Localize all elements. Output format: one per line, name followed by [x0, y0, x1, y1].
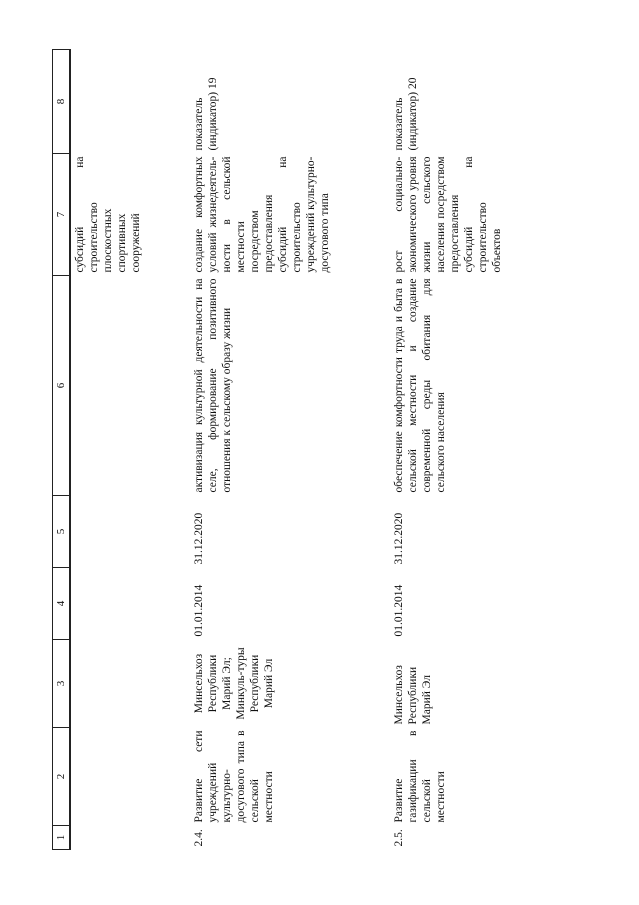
- cell-end-date: [70, 496, 190, 568]
- cell-result: [70, 276, 190, 496]
- header-row: [53, 50, 71, 850]
- activities-table: [52, 49, 550, 850]
- col-header-5: 5: [53, 496, 71, 568]
- cell-number: 2.4.: [193, 829, 205, 847]
- cell-start-date: 01.01.2014: [193, 584, 205, 637]
- col-header-8: 8: [53, 50, 71, 154]
- cell-result: активизация культурной деятельности на селе, формирование позитивного отношения к сельскому образу жизни: [193, 278, 233, 493]
- table-row: [70, 50, 190, 850]
- cell-consequences: рост социально-экономического уровня жизни сельского населения посредством предоставления субсидий на строительство объектов: [393, 156, 503, 273]
- cell-name: Развитие сети учреждений культурно-досугового типа в сельской местности: [193, 730, 275, 823]
- col-header-3: 3: [53, 640, 71, 728]
- cell-start-date: 01.01.2014: [393, 584, 405, 637]
- cell-end-date: 31.12.2020: [393, 512, 405, 565]
- cell-indicator: показатель (индикатор) 20: [393, 77, 419, 151]
- cell-number: 2.5.: [393, 829, 405, 847]
- cell-name: [70, 728, 190, 826]
- cell-end-date: 31.12.2020: [193, 512, 205, 565]
- col-header-1: 1: [53, 826, 71, 850]
- cell-indicator: [70, 50, 190, 154]
- cell-executor: Минсельхоз Республики Марий Эл; Минкуль-туры Республики Марий Эл: [193, 647, 275, 720]
- rotated-table-wrapper: [52, 50, 572, 850]
- cell-executor: [70, 640, 190, 728]
- table-row: [190, 50, 390, 850]
- cell-consequences: субсидий на строительство плоскостных спортивных сооружений: [74, 156, 142, 273]
- cell-number: [70, 826, 190, 850]
- cell-result: обеспечение комфортности труда и быта в сельской местности и создание современной среды обитания для сельского населения: [393, 278, 447, 493]
- cell-consequences: создание комфортных условий жизнедеятель-ности в сельской местности посредством предоставления субсидий на строительство учреждений культурно-досугового типа: [193, 156, 331, 273]
- col-header-6: 6: [53, 276, 71, 496]
- cell-indicator: показатель (индикатор) 19: [193, 77, 219, 151]
- cell-executor: Минсельхоз Республики Марий Эл: [393, 665, 433, 725]
- table-row: [390, 50, 550, 850]
- col-header-2: 2: [53, 728, 71, 826]
- col-header-7: 7: [53, 154, 71, 276]
- cell-name: Развитие газификации в сельской местности: [393, 730, 447, 823]
- cell-start-date: [70, 568, 190, 640]
- col-header-4: 4: [53, 568, 71, 640]
